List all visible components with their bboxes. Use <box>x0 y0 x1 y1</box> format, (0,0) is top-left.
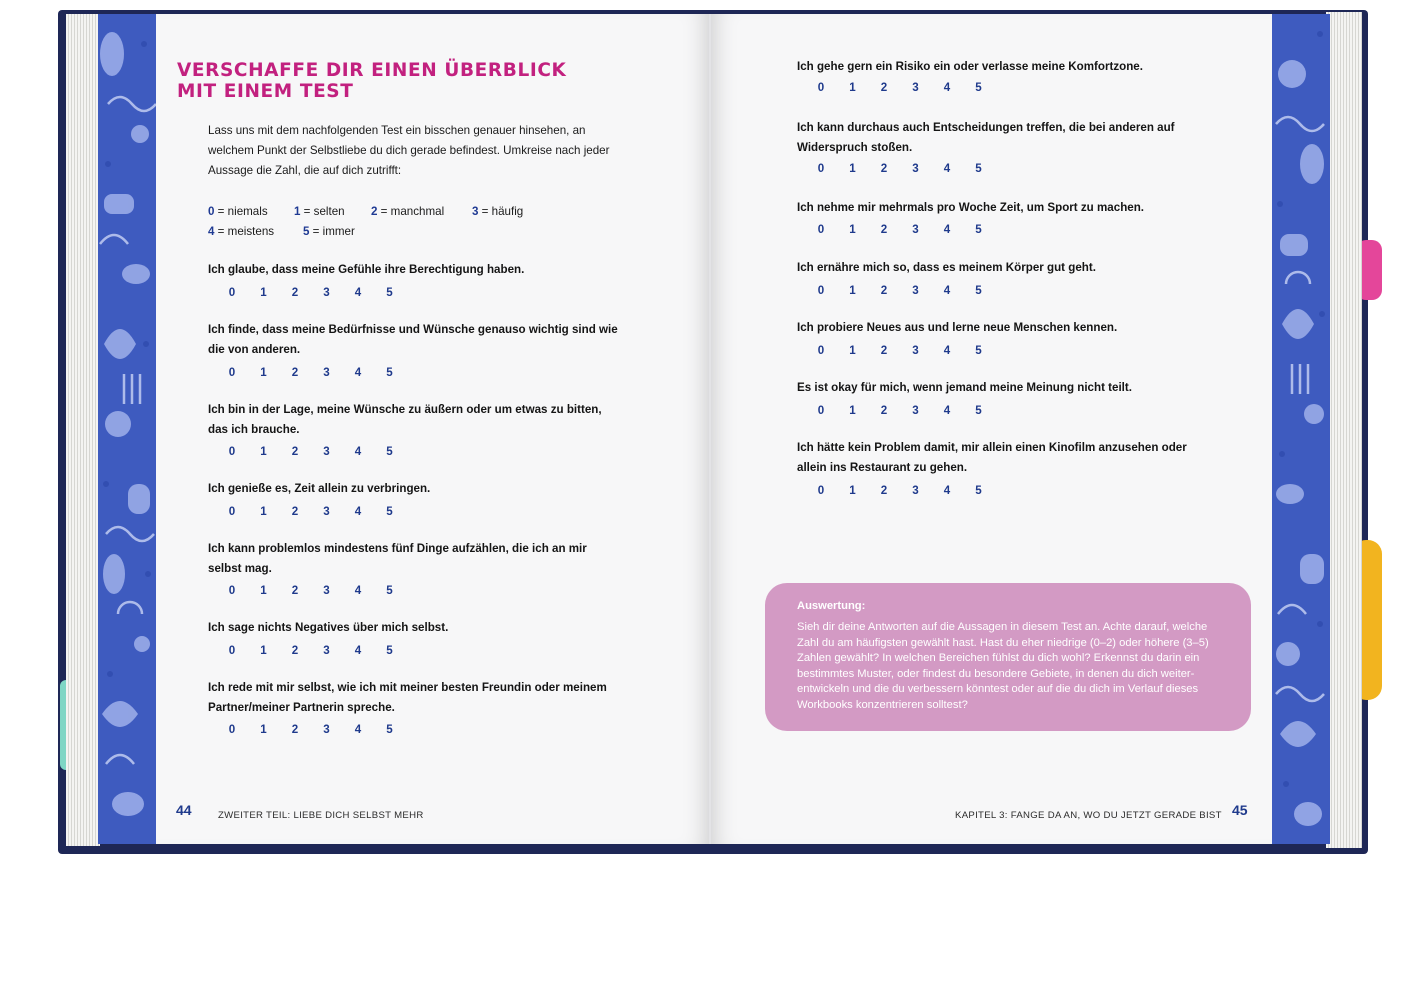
scale-number[interactable]: 0 <box>817 404 825 417</box>
scale-number[interactable]: 3 <box>323 505 330 518</box>
scale-number[interactable]: 0 <box>228 366 236 379</box>
page-edges-right <box>1326 12 1362 848</box>
scale-number[interactable]: 3 <box>323 286 330 299</box>
scale-number[interactable]: 2 <box>291 584 299 597</box>
scale-number[interactable]: 1 <box>260 366 267 379</box>
title-line-2: MIT EINEM TEST <box>177 81 354 102</box>
scale-number[interactable]: 1 <box>849 404 856 417</box>
scale-number[interactable]: 3 <box>912 162 919 175</box>
scale-number[interactable]: 5 <box>975 284 982 297</box>
scale-number[interactable]: 3 <box>323 723 330 736</box>
scale-number[interactable]: 3 <box>912 344 919 357</box>
legend-item: 0 = niemals <box>208 205 268 218</box>
page-number-right: 45 <box>1232 802 1248 818</box>
scale-number[interactable]: 0 <box>228 445 236 458</box>
scale-number[interactable]: 0 <box>817 81 825 94</box>
scale-number[interactable]: 1 <box>849 162 856 175</box>
scale-number[interactable]: 2 <box>880 162 888 175</box>
scale-number[interactable]: 4 <box>354 445 362 458</box>
scale-number[interactable]: 1 <box>849 484 856 497</box>
intro-paragraph: Lass uns mit dem nachfolgenden Test ein bisschen genauer hinsehen, an welchem Punkt der Selbstliebe du dich gerade befindest. Umkreise nach jeder Aussage die Zahl, die auf dich zutrifft: <box>208 124 610 177</box>
scale-number[interactable]: 4 <box>943 404 951 417</box>
statement: Ich sage nichts Negatives über mich selbst. <box>208 621 449 634</box>
scale-number[interactable]: 3 <box>323 366 330 379</box>
scale-number[interactable]: 4 <box>354 584 362 597</box>
scale-number[interactable]: 2 <box>291 366 299 379</box>
scale-number[interactable]: 0 <box>228 723 236 736</box>
scale-number[interactable]: 5 <box>975 344 982 357</box>
legend-item: 4 = meistens <box>208 225 275 238</box>
scale-number[interactable]: 2 <box>880 284 888 297</box>
scale-number[interactable]: 0 <box>817 284 825 297</box>
scale-number[interactable]: 2 <box>880 404 888 417</box>
pattern-strip-right <box>1272 14 1330 844</box>
scale-number[interactable]: 2 <box>291 286 299 299</box>
statement: Ich hätte kein Problem damit, mir allein einen Kinofilm anzusehen oder allein ins Restaurant zu gehen. <box>797 441 1187 474</box>
statement: Ich kann durchaus auch Entscheidungen treffen, die bei anderen auf Widerspruch stoßen. <box>797 121 1175 154</box>
scale-number[interactable]: 1 <box>849 81 856 94</box>
statement: Ich gehe gern ein Risiko ein oder verlasse meine Komfortzone. <box>797 60 1143 73</box>
statement: Ich ernähre mich so, dass es meinem Körper gut geht. <box>797 261 1096 274</box>
scale-number[interactable]: 0 <box>817 162 825 175</box>
scale-number[interactable]: 5 <box>386 644 393 657</box>
legend-item: 5 = immer <box>303 225 355 238</box>
scale-number[interactable]: 5 <box>975 484 982 497</box>
page-title <box>177 60 566 102</box>
statement: Ich genieße es, Zeit allein zu verbringen. <box>208 482 431 495</box>
scale-number[interactable]: 2 <box>291 644 299 657</box>
scale-number[interactable]: 3 <box>912 284 919 297</box>
page-number-left: 44 <box>176 802 192 818</box>
scale-number[interactable]: 0 <box>228 505 236 518</box>
legend-item: 3 = häufig <box>472 205 524 218</box>
scale-number[interactable]: 1 <box>260 584 267 597</box>
scale-number[interactable]: 5 <box>975 223 982 236</box>
evaluation-text: Sieh dir deine Antworten auf die Aussagen in diesem Test an. Achte darauf, welche Zahl du am häufigsten gewählt hast. Hast du eher niedrige (0–2) oder höhere (3–5) Zahlen gewählt? In welchen Bereichen fühlst du dich wohl? Erkennst du darin ein bestimmtes Muster, oder findest du besondere Gebiete, in denen du dich weiter-entwickeln und die du verbessern könntest oder auf die du dich im Verlauf dieses Workbooks konzentrieren solltest? <box>797 621 1209 711</box>
scale-number[interactable]: 0 <box>817 344 825 357</box>
running-head-right: KAPITEL 3: FANGE DA AN, WO DU JETZT GERADE BIST <box>955 810 1222 821</box>
statement: Ich glaube, dass meine Gefühle ihre Berechtigung haben. <box>208 263 525 276</box>
scale-number[interactable]: 4 <box>354 723 362 736</box>
scale-number[interactable]: 4 <box>943 81 951 94</box>
scale-number[interactable]: 0 <box>228 584 236 597</box>
page-edges-left <box>66 14 100 846</box>
scale-number[interactable]: 4 <box>354 644 362 657</box>
legend-item: 1 = selten <box>294 205 345 218</box>
scale-number[interactable]: 1 <box>260 286 267 299</box>
scale-number[interactable]: 4 <box>354 505 362 518</box>
scale-legend <box>208 202 628 242</box>
scale-number[interactable]: 3 <box>912 404 919 417</box>
statement: Ich nehme mir mehrmals pro Woche Zeit, um Sport zu machen. <box>797 201 1145 214</box>
evaluation-title: Auswertung: <box>797 600 866 612</box>
statement: Ich rede mit mir selbst, wie ich mit meiner besten Freundin oder meinem Partner/meiner Partnerin spreche. <box>208 681 607 714</box>
running-head-left: ZWEITER TEIL: LIEBE DICH SELBST MEHR <box>218 810 424 821</box>
scale-number[interactable]: 2 <box>291 505 299 518</box>
scale-number[interactable]: 4 <box>943 484 951 497</box>
scale-number[interactable]: 1 <box>849 344 856 357</box>
scale-number[interactable]: 5 <box>975 404 982 417</box>
statement: Es ist okay für mich, wenn jemand meine Meinung nicht teilt. <box>797 381 1132 394</box>
scale-number[interactable]: 1 <box>260 644 267 657</box>
scale-number[interactable]: 2 <box>880 484 888 497</box>
statement: Ich probiere Neues aus und lerne neue Menschen kennen. <box>797 321 1118 334</box>
statement: Ich finde, dass meine Bedürfnisse und Wünsche genauso wichtig sind wie die von anderen. <box>208 323 618 356</box>
scale-number[interactable]: 4 <box>354 286 362 299</box>
title-line-1: VERSCHAFFE DIR EINEN ÜBERBLICK <box>177 60 567 81</box>
scale-number[interactable]: 1 <box>260 505 267 518</box>
scale-number[interactable]: 1 <box>849 223 856 236</box>
scale-number[interactable]: 2 <box>291 445 299 458</box>
scale-number[interactable]: 5 <box>386 505 393 518</box>
scale-number[interactable]: 4 <box>943 344 951 357</box>
scale-number[interactable]: 0 <box>228 286 236 299</box>
scale-number[interactable]: 3 <box>323 445 330 458</box>
scale-number[interactable]: 3 <box>912 81 919 94</box>
statement: Ich kann problemlos mindestens fünf Dinge aufzählen, die ich an mir selbst mag. <box>208 542 587 575</box>
legend-item: 2 = manchmal <box>371 205 445 218</box>
scale-number[interactable]: 3 <box>323 644 330 657</box>
scale-number[interactable]: 4 <box>943 162 951 175</box>
scale-number[interactable]: 3 <box>912 484 919 497</box>
scale-number[interactable]: 5 <box>386 445 393 458</box>
scale-number[interactable]: 2 <box>880 223 888 236</box>
scale-number[interactable]: 5 <box>386 584 393 597</box>
scale-number[interactable]: 0 <box>817 223 825 236</box>
scale-number[interactable]: 3 <box>323 584 330 597</box>
scale-number[interactable]: 4 <box>943 284 951 297</box>
scale-number[interactable]: 2 <box>880 81 888 94</box>
scale-number[interactable]: 2 <box>880 344 888 357</box>
scale-number[interactable]: 4 <box>354 366 362 379</box>
scale-number[interactable]: 0 <box>228 644 236 657</box>
pattern-strip-left <box>98 14 156 844</box>
scale-number[interactable]: 5 <box>975 162 982 175</box>
scale-number[interactable]: 1 <box>849 284 856 297</box>
book-gutter <box>709 14 711 844</box>
scale-number[interactable]: 1 <box>260 723 267 736</box>
scale-number[interactable]: 5 <box>386 286 393 299</box>
scale-number[interactable]: 4 <box>943 223 951 236</box>
scale-number[interactable]: 0 <box>817 484 825 497</box>
statement: Ich bin in der Lage, meine Wünsche zu äußern oder um etwas zu bitten, das ich brauche. <box>208 403 602 436</box>
scale-number[interactable]: 3 <box>912 223 919 236</box>
scale-number[interactable]: 2 <box>291 723 299 736</box>
scale-number[interactable]: 5 <box>386 366 393 379</box>
scale-number[interactable]: 5 <box>975 81 982 94</box>
scale-number[interactable]: 5 <box>386 723 393 736</box>
scale-number[interactable]: 1 <box>260 445 267 458</box>
